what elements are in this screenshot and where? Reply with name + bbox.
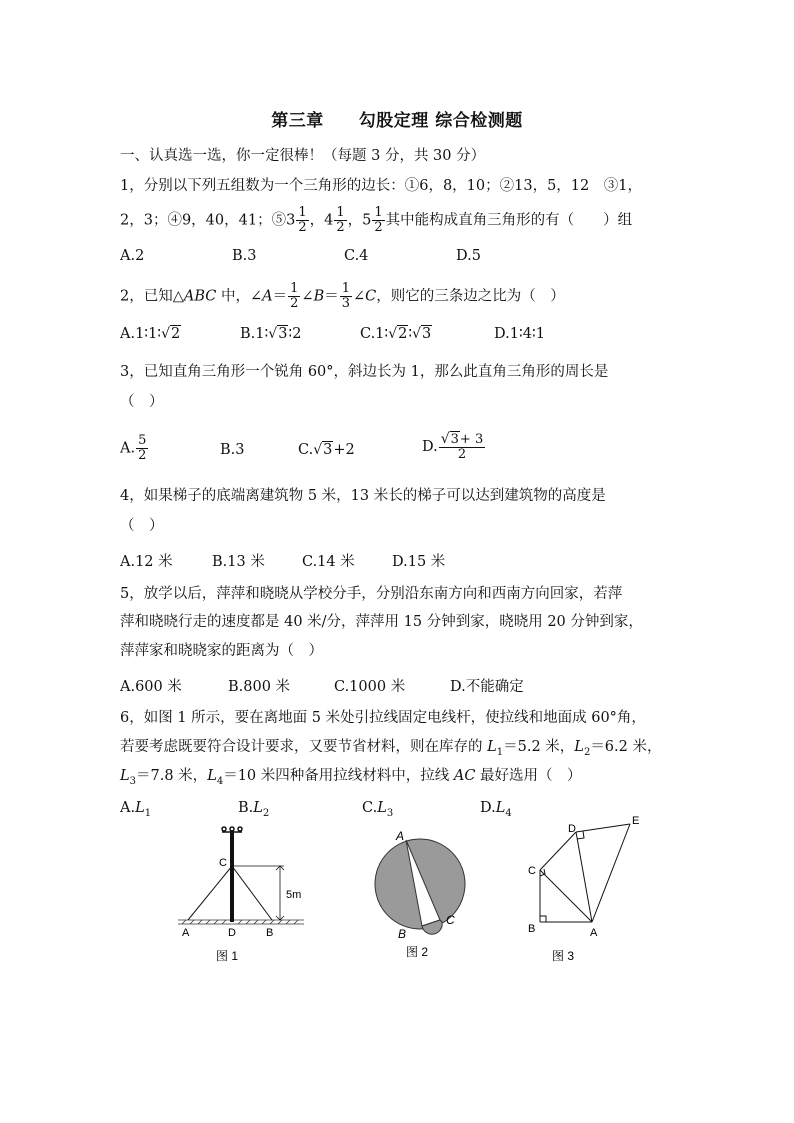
figure-2-caption: 图 2 bbox=[406, 945, 429, 959]
label-b: B bbox=[528, 923, 536, 935]
fraction: $\frac{1}{2}$ bbox=[298, 205, 307, 235]
q4-line1: 4，如果梯子的底端离建筑物 5 米，13 米长的梯子可以达到建筑物的高度是 bbox=[120, 488, 606, 504]
fraction: $\frac{1}{2}$ bbox=[374, 205, 383, 235]
q1-option-b: B.3 bbox=[232, 248, 257, 264]
q2-option-c: C.1∶√2∶√3 bbox=[360, 326, 432, 342]
q5-line1: 5，放学以后，萍萍和晓晓从学校分手，分别沿东南方向和西南方向回家，若萍 bbox=[120, 586, 623, 602]
segment-ea bbox=[592, 824, 630, 922]
pole-top-insulator bbox=[222, 827, 242, 832]
label-d: D bbox=[568, 823, 576, 835]
figure-3-caption: 图 3 bbox=[552, 949, 575, 962]
q5-line2: 萍和晓晓行走的速度都是 40 米/分，萍萍用 15 分钟到家，晓晓用 20 分钟到家， bbox=[120, 614, 643, 630]
q1-text-post: 其中能构成直角三角形的有（ ）组 bbox=[385, 212, 633, 229]
segment-de bbox=[576, 824, 630, 832]
label-c: C bbox=[446, 913, 455, 927]
q4-option-b: B.13 米 bbox=[212, 554, 265, 570]
q4-option-d: D.15 米 bbox=[392, 554, 446, 570]
q1-option-d: D.5 bbox=[456, 248, 481, 264]
segment-cd bbox=[540, 832, 576, 870]
q6-line2: 若要考虑既要符合设计要求，又要节省材料，则在库存的 $L_1=5.2$ 米，$L_2=6.2$ 米， bbox=[120, 739, 662, 758]
q1-line1: 1，分别以下列五组数为一个三角形的边长：①6，8，10；②13，5，12 ③1， bbox=[120, 178, 642, 194]
q4-option-a: A.12 米 bbox=[120, 554, 173, 570]
label-a: A bbox=[396, 829, 405, 843]
q1-line2: 2，3；④9，40，41；⑤3 $\frac{1}{2}$ ，4 $\frac{1}{2}$ ，5 $\frac{1}{2}$ 其中能构成直角三角形的有（ ）组 bbox=[120, 205, 633, 235]
q1-text-pre: 2，3；④9，40，41；⑤3 bbox=[120, 212, 296, 229]
ground-hatch bbox=[178, 920, 304, 924]
height-dimension bbox=[276, 866, 284, 920]
right-angle-b bbox=[540, 916, 546, 922]
fraction: $\frac{1}{3}$ bbox=[341, 281, 351, 311]
q4-option-c: C.14 米 bbox=[302, 554, 355, 570]
q6-option-a: $A.L_1$ bbox=[120, 800, 152, 819]
label-a: A bbox=[590, 927, 598, 939]
fraction: $\frac{1}{2}$ bbox=[336, 205, 345, 235]
q2-option-a: A.1∶1∶√2 bbox=[120, 326, 181, 342]
q4-line2: （ ） bbox=[120, 518, 164, 534]
label-height: 5m bbox=[286, 889, 302, 901]
q3-option-b: B.3 bbox=[220, 442, 245, 458]
label-b: B bbox=[266, 927, 274, 939]
q5-option-b: B.800 米 bbox=[228, 679, 291, 695]
q2-option-b: B.1∶√3∶2 bbox=[240, 326, 302, 342]
fraction: $\frac{√3+ 3}{2}$ bbox=[440, 431, 484, 462]
utility-pole bbox=[230, 830, 234, 922]
q5-line3: 萍萍家和晓晓家的距离为（ ） bbox=[120, 643, 323, 659]
q2-option-d: D.1∶4∶1 bbox=[494, 326, 545, 342]
fraction: $\frac{5}{2}$ bbox=[138, 433, 147, 463]
guy-wire-ca bbox=[188, 866, 232, 920]
fraction: $\frac{1}{2}$ bbox=[290, 281, 299, 311]
q3-option-a: A. $\frac{5}{2}$ bbox=[120, 433, 147, 463]
q1-option-a: A.2 bbox=[120, 248, 145, 264]
label-c: C bbox=[219, 857, 227, 869]
q6-option-c: $C.L_3$ bbox=[362, 800, 394, 819]
q6-line1: 6，如图 1 所示，要在离地面 5 米处引拉线固定电线杆，使拉线和地面成 60°角， bbox=[120, 710, 646, 726]
q3-line1: 3，已知直角三角形一个锐角 60°，斜边长为 1，那么此直角三角形的周长是 bbox=[120, 364, 609, 380]
figure-3 bbox=[520, 812, 660, 962]
label-a: A bbox=[182, 927, 190, 939]
q5-option-c: C.1000 米 bbox=[334, 679, 406, 695]
q6-option-d: $D.L_4$ bbox=[480, 800, 512, 819]
label-e: E bbox=[632, 815, 640, 827]
figure-2 bbox=[366, 820, 476, 970]
q2-line: 2，已知△ABC 中，∠A＝ $\frac{1}{2}$ ∠B＝ $\frac{1}{3}$ ∠C，则它的三条边之比为（ ） bbox=[120, 281, 565, 311]
page-title: 第三章 勾股定理 综合检测题 bbox=[271, 111, 523, 131]
figure-1-caption: 图 1 bbox=[216, 949, 239, 963]
label-d: D bbox=[228, 927, 236, 939]
q6-option-b: $B.L_2$ bbox=[238, 800, 270, 819]
section-heading: 一、认真选一选，你一定很棒！（每题 3 分，共 30 分） bbox=[120, 148, 486, 164]
q3-line2: （ ） bbox=[120, 394, 164, 410]
q3-option-c: C.√3+2 bbox=[298, 442, 355, 458]
label-c: C bbox=[528, 865, 536, 877]
guy-wire-cb bbox=[232, 866, 272, 920]
label-b: B bbox=[398, 927, 407, 941]
q5-option-a: A.600 米 bbox=[120, 679, 182, 695]
figure-1 bbox=[172, 820, 312, 970]
q1-option-c: C.4 bbox=[344, 248, 369, 264]
q5-option-d: D.不能确定 bbox=[450, 679, 524, 695]
q6-line3: $L_3=7.8$ 米，$L_4=10$ 米四种备用拉线材料中，拉线 AC 最好选用（ ） bbox=[120, 768, 582, 787]
q3-option-d: D. $\frac{√3+ 3}{2}$ bbox=[422, 431, 484, 462]
